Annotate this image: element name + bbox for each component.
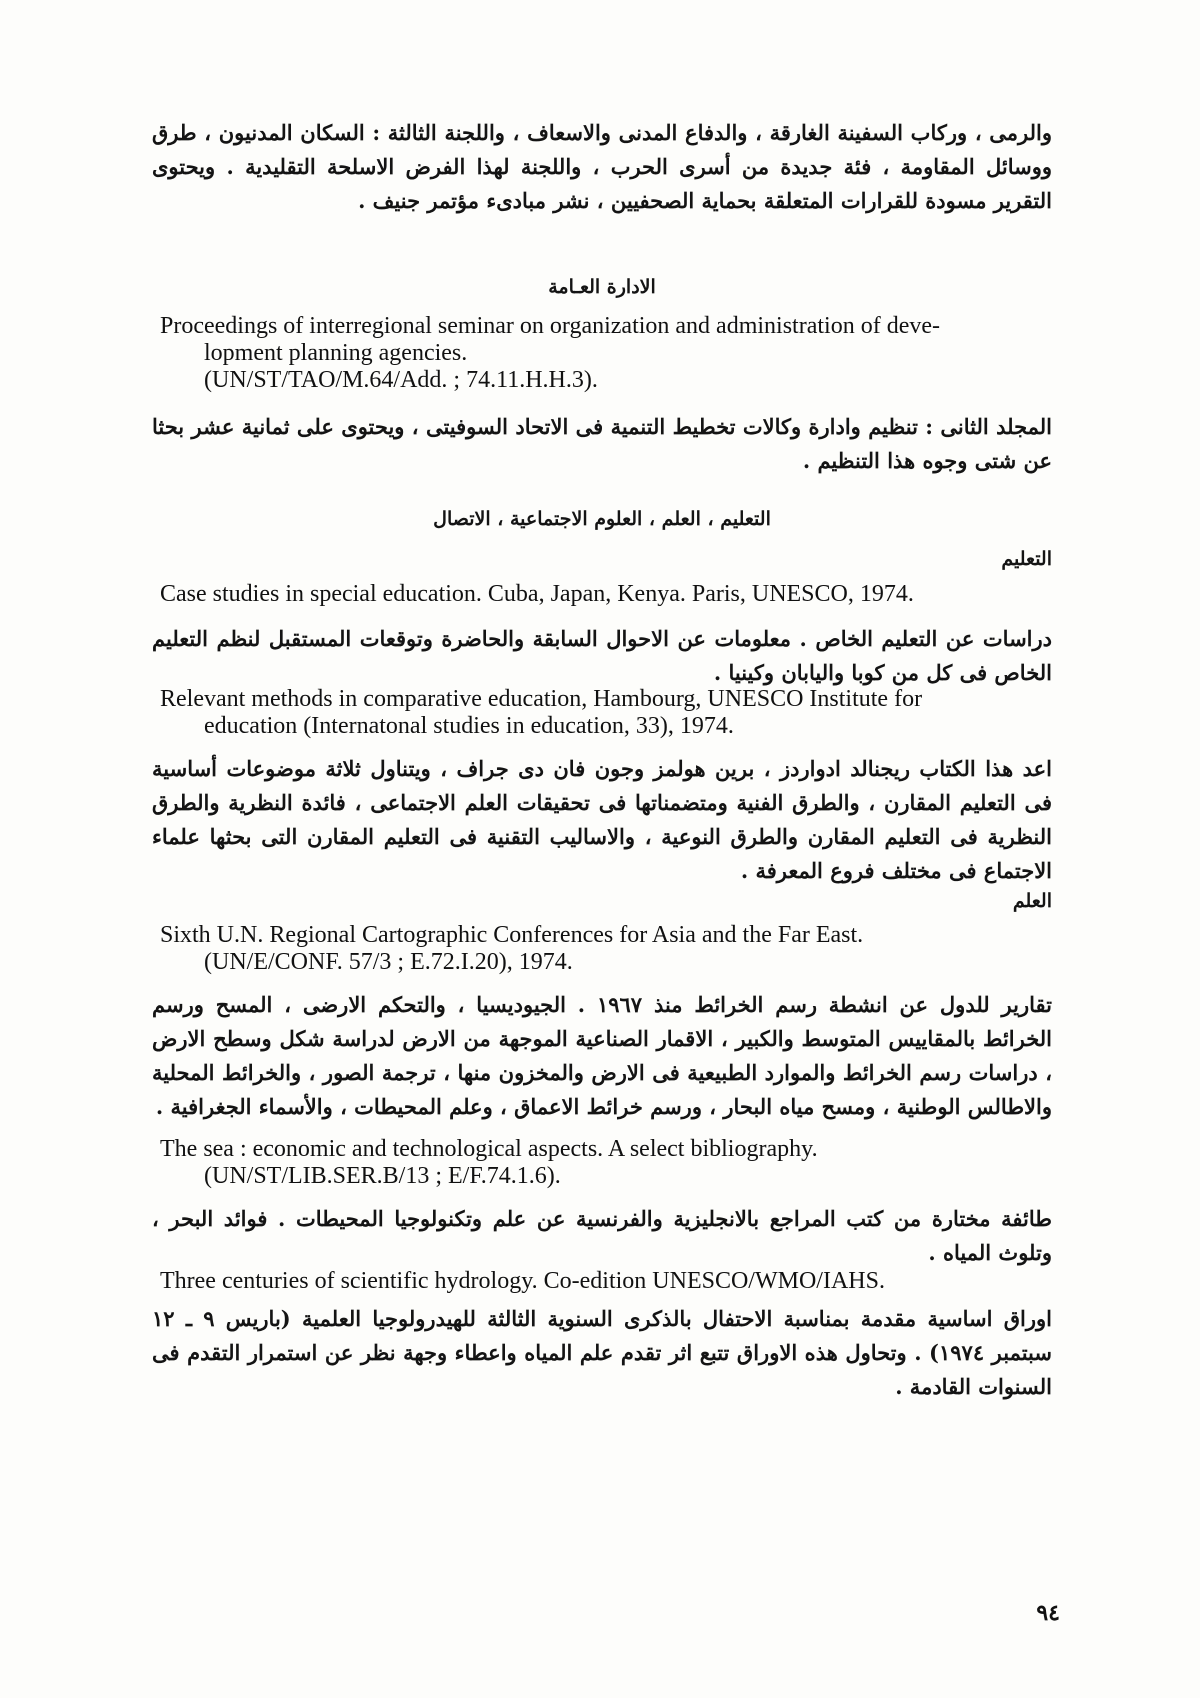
entry-the-sea — [160, 1136, 1058, 1190]
entry-case-studies — [160, 581, 1058, 608]
subheading-science: العلم — [1012, 890, 1052, 912]
entry-cartographic-title: Sixth U.N. Regional Cartographic Conferences for Asia and the Far East. — [160, 922, 864, 948]
entry-the-sea-reference: (UN/ST/LIB.SER.B/13 ; E/F.74.1.6). — [204, 1163, 561, 1189]
proceedings-arabic-summary: المجلد الثانى : تنظيم وادارة وكالات تخطيط التنمية فى الاتحاد السوفيتى ، ويحتوى على ثمانية عشر بحثا عن شتى وجوه هذا التنظيم . — [152, 414, 1052, 473]
entry-relevant-methods — [160, 686, 1058, 740]
entry-cartographic-reference: (UN/E/CONF. 57/3 ; E.72.I.20), 1974. — [204, 949, 573, 975]
entry-relevant-methods-title-cont: education (Internatonal studies in education, 33), 1974. — [204, 713, 734, 739]
subheading-education: التعليم — [1001, 548, 1052, 570]
entry-cartographic-conferences — [160, 922, 1058, 976]
entry-proceedings — [160, 313, 1058, 394]
case-studies-arabic-summary: دراسات عن التعليم الخاص . معلومات عن الاحوال السابقة والحاضرة وتوقعات المستقبل لنظم التعليم الخاص فى كل من كوبا واليابان وكينيا . — [152, 626, 1052, 685]
entry-three-centuries — [160, 1268, 1058, 1295]
section-heading-education-science: التعليم ، العلم ، العلوم الاجتماعية ، الاتصال — [433, 508, 771, 530]
relevant-methods-arabic-summary: اعد هذا الكتاب ريجنالد ادواردز ، برين هولمز وجون فان دى جراف ، ويتناول ثلاثة موضوعات أساسية فى التعليم المقارن ، والطرق الفنية ومتضمناتها فى تحقيقات العلم الاجتماعى ، فائدة النظرية والطرق النظرية فى التعليم المقارن والطرق النوعية ، والاساليب التقنية فى التعليم المقارن التى بحثها علماء الاجتماع فى مختلف فروع المعرفة . — [152, 756, 1052, 883]
entry-the-sea-title: The sea : economic and technological aspects. A select bibliography. — [160, 1136, 818, 1162]
entry-relevant-methods-title: Relevant methods in comparative education, Hambourg, UNESCO Institute for — [160, 686, 923, 712]
entry-case-studies-title: Case studies in special education. Cuba, Japan, Kenya. Paris, UNESCO, 1974. — [160, 581, 914, 607]
three-centuries-arabic-summary: اوراق اساسية مقدمة بمناسبة الاحتفال بالذكرى السنوية الثالثة للهيدرولوجيا العلمية (باريس ٩ ـ ١٢ سبتمبر ١٩٧٤) . وتحاول هذه الاوراق تتبع اثر تقدم علم المياه واعطاء وجهة نظر عن استمرار التقدم فى السنوات القادمة . — [152, 1306, 1052, 1399]
section-heading-public-administration: الادارة العـامة — [548, 276, 656, 298]
cartographic-arabic-summary: تقارير للدول عن انشطة رسم الخرائط منذ ١٩٦٧ . الجيوديسيا ، والتحكم الارضى ، المسح ورسم الخرائط بالمقاييس المتوسط والكبير ، الاقمار الصناعية الموجهة من الارض لدراسة شكل وسطح الارض ، دراسات رسم الخرائط والموارد الطبيعية فى الارض والمخزون منها ، ترجمة الصور ، والخرائط المحلية والاطالس الوطنية ، ومسح مياه البحار ، ورسم خرائط الاعماق ، وعلم المحيطات ، والأسماء الجغرافية . — [152, 992, 1052, 1119]
page-number: ٩٤ — [1036, 1600, 1060, 1626]
entry-three-centuries-title: Three centuries of scientific hydrology. Co-edition UNESCO/WMO/IAHS. — [160, 1268, 885, 1294]
entry-proceedings-reference: (UN/ST/TAO/M.64/Add. ; 74.11.H.H.3). — [204, 367, 598, 393]
intro-arabic-paragraph: والرمى ، وركاب السفينة الغارقة ، والدفاع المدنى والاسعاف ، واللجنة الثالثة : السكان المدنيون ، طرق ووسائل المقاومة ، فئة جديدة من أسرى الحرب ، واللجنة لهذا الفرض الاسلحة التقليدية . ويحتوى التقرير مسودة للقرارات المتعلقة بحماية الصحفيين ، نشر مبادىء مؤتمر جنيف . — [152, 120, 1052, 213]
the-sea-arabic-summary: طائفة مختارة من كتب المراجع بالانجليزية والفرنسية عن علم وتكنولوجيا المحيطات . فوائد البحر ، وتلوث المياه . — [152, 1206, 1052, 1265]
entry-proceedings-title-cont: lopment planning agencies. — [204, 340, 468, 366]
entry-proceedings-title: Proceedings of interregional seminar on organization and administration of deve- — [160, 313, 940, 339]
